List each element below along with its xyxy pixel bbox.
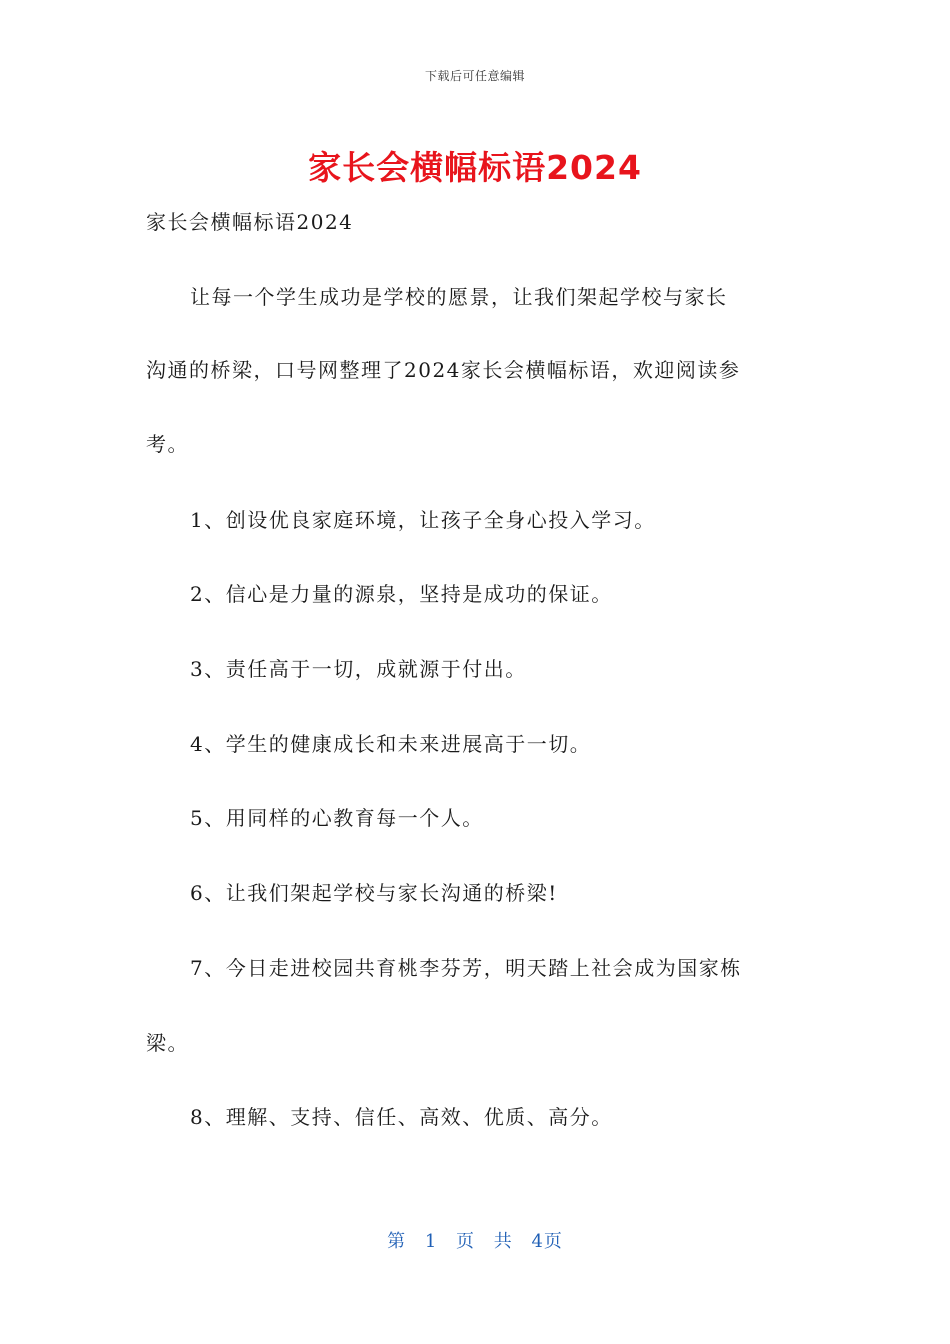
- list-item: 7、今日走进校园共育桃李芬芳，明天踏上社会成为国家栋: [190, 956, 742, 980]
- list-item: 2、信心是力量的源泉，坚持是成功的保证。: [190, 582, 613, 606]
- document-subtitle: 家长会横幅标语2024: [146, 210, 354, 234]
- document-title: 家长会横幅标语2024: [308, 148, 642, 187]
- footer-label-page: 第: [387, 1231, 407, 1252]
- list-item: 4、学生的健康成长和未来进展高于一切。: [190, 732, 592, 756]
- footer-current-page: 1: [424, 1231, 438, 1252]
- intro-line-3: 考。: [146, 432, 189, 456]
- footer-label-total: 共: [493, 1231, 513, 1252]
- intro-line-1: 让每一个学生成功是学校的愿景，让我们架起学校与家长: [190, 285, 728, 309]
- list-item-continuation: 梁。: [146, 1031, 189, 1055]
- header-note: 下载后可任意编辑: [424, 69, 525, 83]
- list-item: 8、理解、支持、信任、高效、优质、高分。: [190, 1105, 613, 1129]
- list-item: 6、让我们架起学校与家长沟通的桥梁!: [190, 881, 558, 905]
- list-item: 3、责任高于一切，成就源于付出。: [190, 657, 527, 681]
- page-footer: [0, 1227, 950, 1253]
- intro-line-2: 沟通的桥梁，口号网整理了2024家长会横幅标语，欢迎阅读参: [146, 358, 741, 382]
- footer-label-page-unit: 页: [456, 1231, 475, 1252]
- footer-total-pages: 4页: [531, 1231, 563, 1252]
- list-item: 5、用同样的心教育每一个人。: [190, 806, 484, 830]
- list-item: 1、创设优良家庭环境，让孩子全身心投入学习。: [190, 508, 656, 532]
